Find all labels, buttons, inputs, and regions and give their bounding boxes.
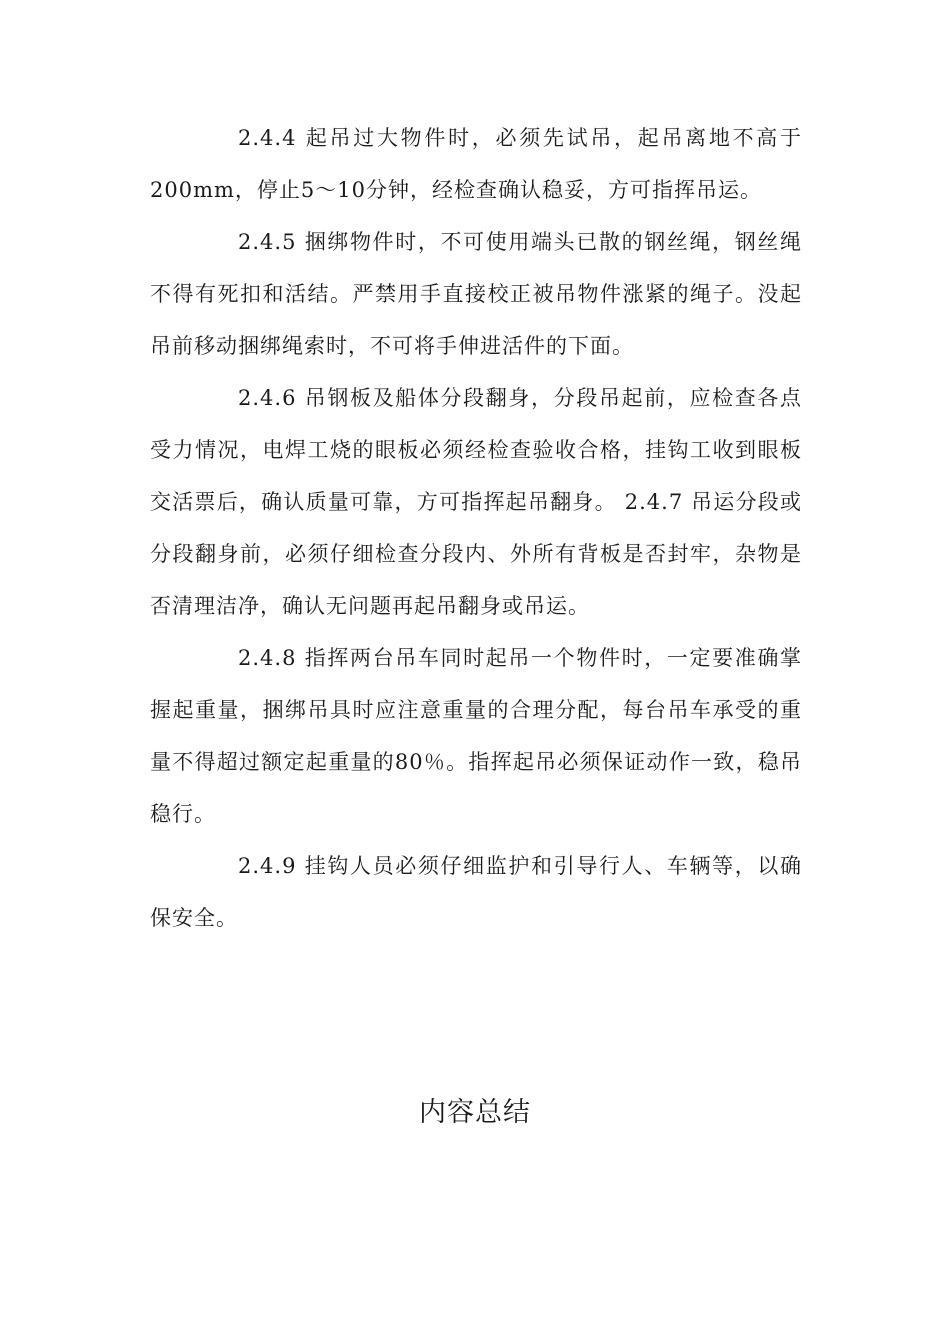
paragraph-2-4-4: 2.4.4 起吊过大物件时，必须先试吊，起吊离地不高于200mm，停止5～10分钟，经检查确认稳妥，方可指挥吊运。: [150, 126, 802, 202]
paragraph-2-4-9: 2.4.9 挂钩人员必须仔细监护和引导行人、车辆等，以确保安全。: [150, 854, 802, 930]
paragraph-2-4-6: 2.4.6 吊钢板及船体分段翻身，分段吊起前，应检查各点受力情况，电焊工烧的眼板必须经检查验收合格，挂钩工收到眼板交活票后，确认质量可靠，方可指挥起吊翻身。 2.4.7 吊运分段或分段翻身前，必须仔细检查分段内、外所有背板是否封牢，杂物是否清理洁净，确认无问题再起吊翻身或吊运。: [150, 386, 803, 618]
summary-heading: 内容总结: [419, 1097, 531, 1128]
paragraph-2-4-8: 2.4.8 指挥两台吊车同时起吊一个物件时，一定要准确掌握起重量，捆绑吊具时应注意重量的合理分配，每台吊车承受的重量不得超过额定起重量的80％。指挥起吊必须保证动作一致，稳吊稳行。: [150, 646, 802, 826]
document-body: [150, 112, 802, 944]
paragraph-2-4-5: 2.4.5 捆绑物件时，不可使用端头已散的钢丝绳，钢丝绳不得有死扣和活结。严禁用手直接校正被吊物件涨紧的绳子。没起吊前移动捆绑绳索时，不可将手伸进活件的下面。: [150, 230, 802, 358]
